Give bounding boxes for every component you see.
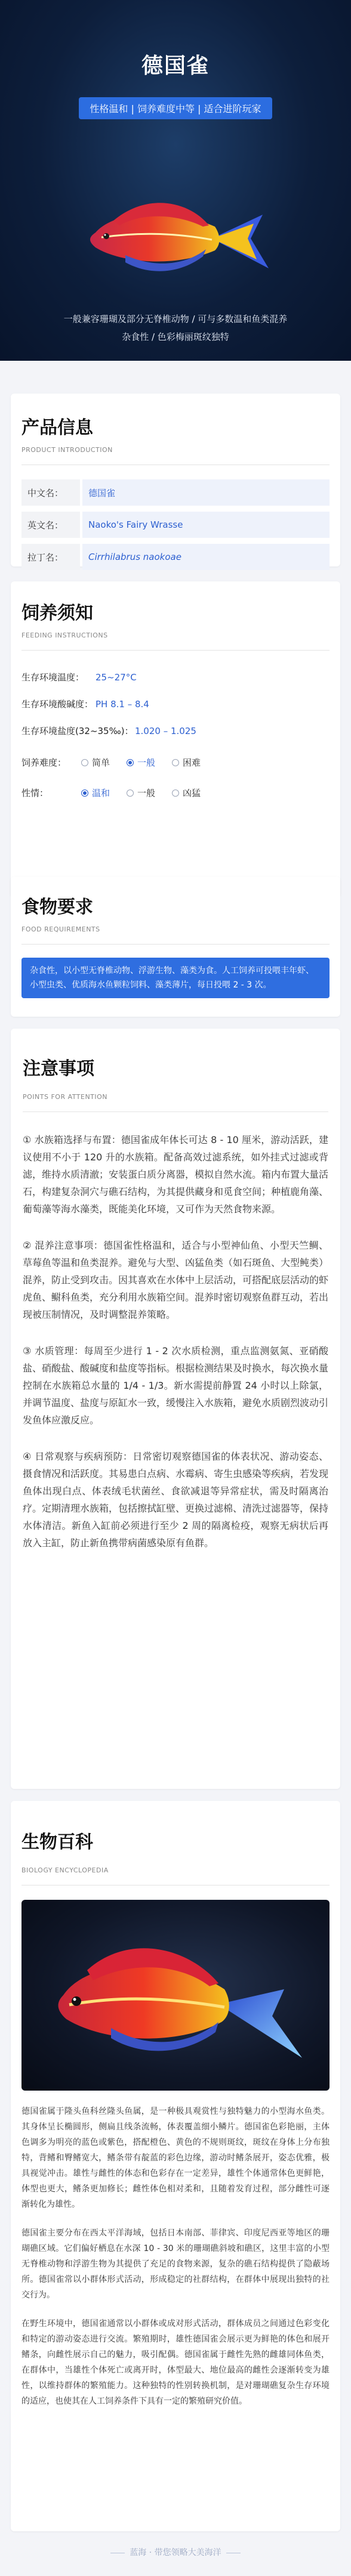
temperature-row: 生存环境温度： 25~27°C: [21, 671, 137, 683]
notes-card: [11, 1029, 340, 1789]
tagline-badge: 性格温和 | 饲养难度中等 | 适合进阶玩家: [79, 97, 272, 119]
fish-illustration: [21, 1900, 330, 2091]
radio-selected-icon: [81, 789, 88, 797]
note-item: ① 水族箱选择与布置：德国雀成年体长可达 8 - 10 厘米，游动活跃，建议使用不小于 120 升的水族箱。配备高效过滤系统，如外挂式过滤或背滤，维持水质清澈；安装蛋白质分离器，模拟自然水流。箱内布置大量活石，构建复杂洞穴与礁石结构，为其提供藏身和觅食空间；种植鹿角藻、葡萄藻等海水藻类，既能美化环境，又可作为天然食物来源。: [23, 1134, 329, 1215]
note-item: ② 混养注意事项：德国雀性格温和，适合与小型神仙鱼、小型天竺鲷、草莓鱼等温和鱼类混养。避免与大型、凶猛鱼类（如石斑鱼、大型鲀类）混养，防止受到攻击。因其喜欢在水体中上层活动，可搭配底层活动的虾虎鱼、鳚科鱼类，充分利用水族箱空间。混养时密切观察鱼群互动，若出现被压制情况，及时调整混养策略。: [23, 1240, 329, 1320]
divider: [21, 650, 330, 651]
temper-row: 性情： 温和 一般 凶猛: [21, 788, 201, 798]
divider: [21, 944, 330, 945]
footer: 蓝海 · 带您领略大美海洋: [0, 2546, 351, 2558]
radio-selected-icon: [127, 759, 134, 766]
radio-icon: [127, 789, 134, 797]
encyclopedia-paragraph: 在野生环境中，德国雀通常以小群体或成对形式活动，群体成员之间通过色彩变化和特定的游动姿态进行交流。繁殖期时，雄性德国雀会展示更为鲜艳的体色和展开鳍条，向雌性展示自己的魅力，吸引配偶。德国雀属于雌性先熟的雌雄同体鱼类，在群体中，当雄性个体死亡或离开时，体型最大、地位最高的雌性会逐渐转变为雄性，以维持群体的繁殖能力。这种独特的性别转换机制，是对珊瑚礁复杂生存环境的适应，也使其在人工饲养条件下具有一定的繁殖研究价值。: [21, 2319, 330, 2406]
fish-photo: [21, 1900, 330, 2091]
temper-option-mild[interactable]: 温和: [81, 787, 110, 799]
divider: [23, 1111, 328, 1112]
radio-icon: [172, 789, 179, 797]
salinity-row: 生存环境盐度(32~35‰)： 1.020 – 1.025: [21, 725, 196, 736]
section-subtitle: BIOLOGY ENCYCLOPEDIA: [21, 1866, 109, 1874]
radio-icon: [81, 759, 88, 766]
food-description: 杂食性，以小型无脊椎动物、浮游生物、藻类为食。人工饲养可投喂丰年虾、小型虫类、优质海水鱼颗粒饲料、藻类薄片，每日投喂 2 - 3 次。: [21, 958, 330, 998]
food-card: [11, 877, 340, 1017]
section-title: 生物百科: [21, 1832, 93, 1853]
info-row-latin-name: 拉丁名： Cirrhilabrus naokoae: [21, 544, 330, 570]
feeding-card: [11, 581, 340, 897]
section-title: 饲养须知: [21, 603, 93, 624]
difficulty-option-hard[interactable]: 困难: [172, 756, 201, 769]
hero-description: 一般兼容珊瑚及部分无脊椎动物 / 可与多数温和鱼类混养 杂食性 / 色彩梅丽斑纹独特: [63, 314, 288, 342]
temper-option-fierce[interactable]: 凶猛: [172, 787, 201, 799]
note-item: ④ 日常观察与疾病预防：日常密切观察德国雀的体表状况、游动姿态、摄食情况和活跃度。其易患白点病、水霉病、寄生虫感染等疾病，若发现鱼体出现白点、体表绒毛状菌丝、食欲减退等异常症状，需及时隔离治疗。定期清理水族箱，包括擦拭缸壁、更换过滤棉、清洗过滤器等，保持水体清洁。新鱼入缸前必须进行至少 2 周的隔离检疫，观察无病状后再放入主缸，防止新鱼携带病菌感染原有鱼群。: [23, 1451, 329, 1549]
fish-image: [60, 179, 281, 298]
section-subtitle: FEEDING INSTRUCTIONS: [21, 631, 108, 639]
info-row-chinese-name: 中文名： 德国雀: [21, 479, 330, 506]
section-subtitle: PRODUCT INTRODUCTION: [21, 446, 113, 454]
product-info-card: [11, 394, 340, 566]
section-subtitle: FOOD REQUIREMENTS: [21, 925, 100, 933]
difficulty-row: 饲养难度： 简单 一般 困难: [21, 757, 201, 768]
temper-option-normal[interactable]: 一般: [127, 787, 155, 799]
encyclopedia-paragraph: 德国雀主要分布在西太平洋海域，包括日本南部、菲律宾、印度尼西亚等地区的珊瑚礁区域。它们偏好栖息在水深 10 - 30 米的珊瑚礁斜坡和礁区，这里丰富的小型无脊椎动物和浮游生物为其提供了充足的食物来源，复杂的礁石结构提供了隐蔽场所。德国雀常以小群体形式活动，形成稳定的社群结构，在群体中展现出独特的社交行为。: [21, 2228, 330, 2300]
note-item: ③ 水质管理：每周至少进行 1 - 2 次水质检测，重点监测氨氮、亚硝酸盐、硝酸盐、酸碱度和盐度等指标。根据检测结果及时换水，每次换水量控制在水族箱总水量的 1/4 - 1/3。新水需提前静置 24 小时以上除氯，并调节温度、盐度与原缸水一致，缓慢注入水族箱，避免水质剧烈波动引发鱼体应激反应。: [23, 1345, 329, 1426]
encyclopedia-card: [11, 1801, 340, 2531]
hero-banner: [0, 0, 351, 361]
section-title: 产品信息: [21, 417, 93, 438]
page-title: 德国雀: [141, 54, 210, 78]
difficulty-option-easy[interactable]: 简单: [81, 756, 110, 769]
section-title: 注意事项: [23, 1058, 94, 1079]
section-title: 食物要求: [21, 897, 93, 918]
encyclopedia-paragraph: 德国雀属于隆头鱼科丝隆头鱼属，是一种极具观赏性与独特魅力的小型海水鱼类。其身体呈长椭圆形，侧扁且线条流畅，体表覆盖细小鳞片。德国雀色彩艳丽，主体色调多为明亮的蓝色或紫色，搭配橙色、黄色的不规则斑纹，斑纹在身体上分布独特，背鳍和臀鳍宽大，鳍条带有靛蓝的彩色边缘，游动时鳍条展开，姿态优雅，极具视觉冲击。雄性与雌性的体态和色彩存在一定差异，雄性个体通常体色更鲜艳，体型也更大，鳍条更加修长；雌性体色相对柔和，且随着发育过程，部分雌性可逐渐转化为雄性。: [21, 2107, 330, 2209]
ph-row: 生存环境酸碱度： PH 8.1 – 8.4: [21, 698, 149, 710]
section-subtitle: POINTS FOR ATTENTION: [23, 1093, 108, 1101]
info-row-english-name: 英文名： Naoko's Fairy Wrasse: [21, 512, 330, 538]
difficulty-option-medium[interactable]: 一般: [127, 756, 155, 769]
radio-icon: [172, 759, 179, 766]
